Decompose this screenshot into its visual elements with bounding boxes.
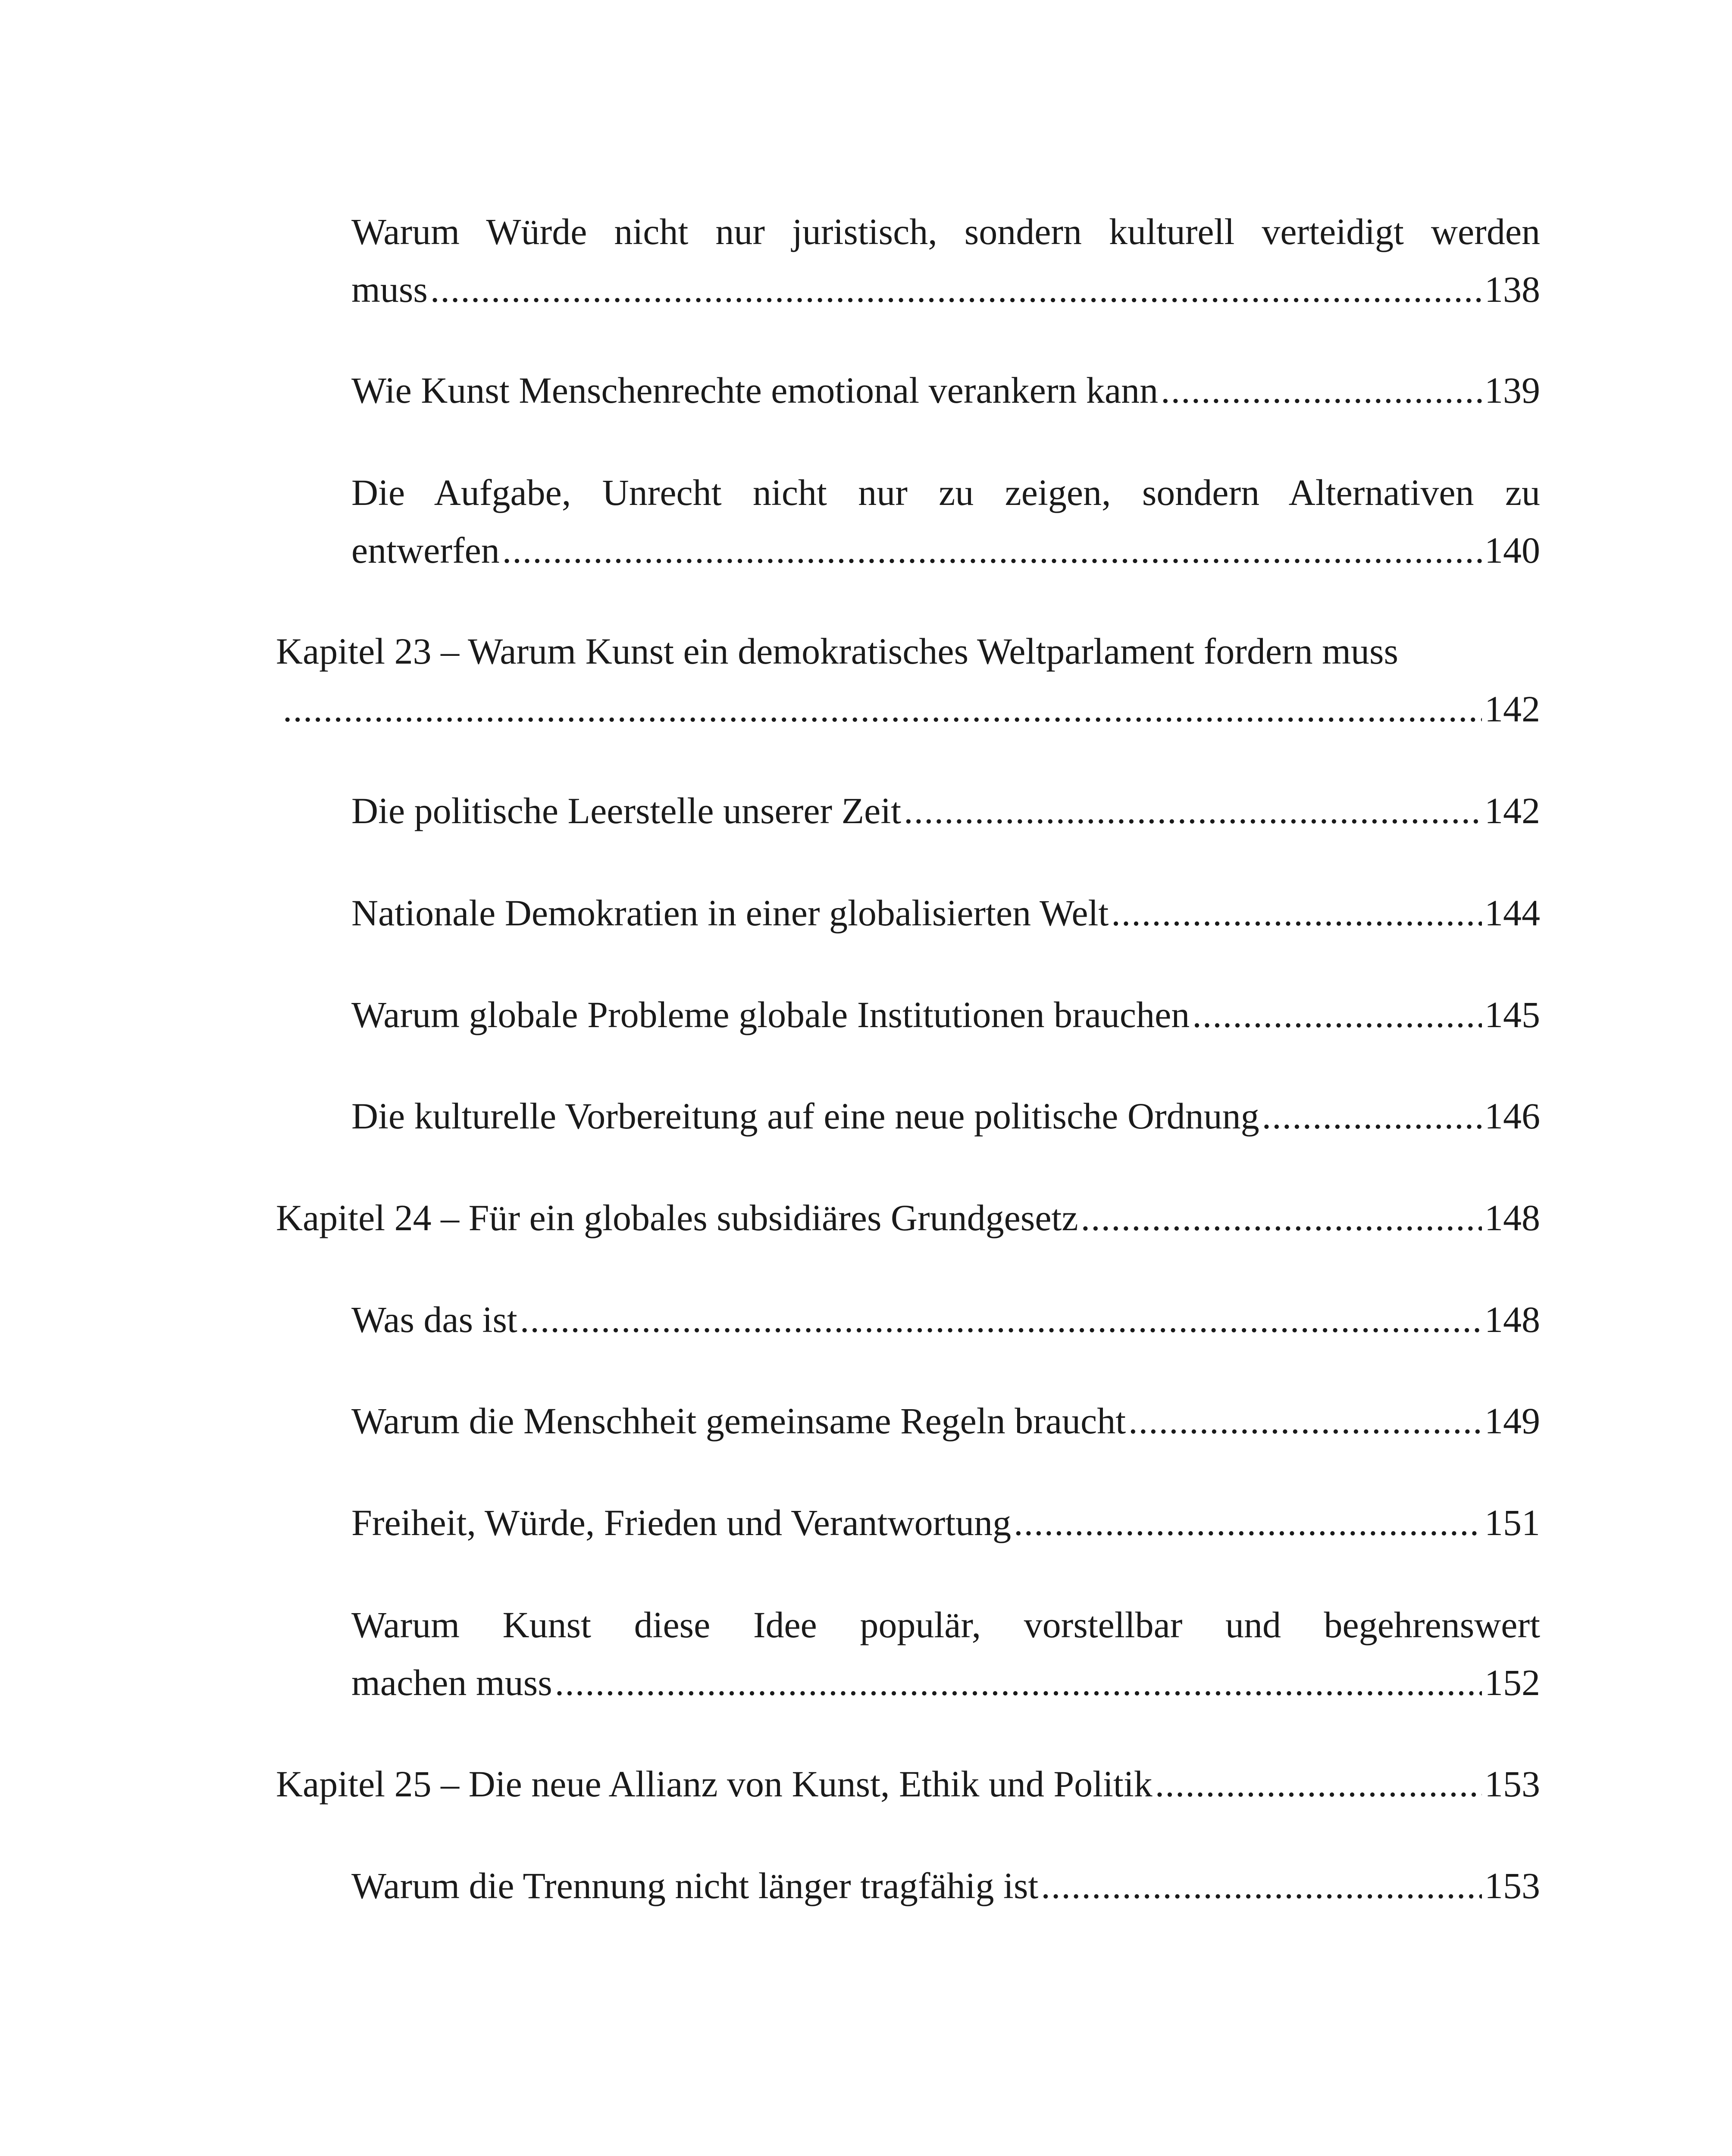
toc-entry-leader-line — [276, 1189, 1540, 1247]
dot-leader — [1128, 1392, 1482, 1450]
dot-leader — [430, 260, 1482, 318]
toc-chapter-entry[interactable] — [276, 622, 1540, 738]
toc-entry-title-line: Kapitel 23 – Warum Kunst ein demokratisches Weltparlament fordern muss — [276, 630, 1398, 672]
toc-entry-leader-line — [351, 361, 1540, 419]
toc-entry-title: Kapitel 25 – Die neue Allianz von Kunst, Ethik und Politik — [276, 1763, 1153, 1805]
toc-entry-leader-line — [351, 260, 1540, 318]
toc-entry[interactable] — [351, 782, 1540, 840]
toc-entry-title: entwerfen — [351, 530, 500, 571]
toc-entry-title-line: Warum Würde nicht nur juristisch, sondern kulturell verteidigt werden — [351, 211, 1540, 252]
toc-page-number: 148 — [1485, 1197, 1540, 1238]
toc-entry[interactable] — [351, 1291, 1540, 1348]
toc-page-number: 152 — [1485, 1662, 1540, 1703]
toc-entry-leader-line — [276, 680, 1540, 738]
toc-entry[interactable] — [351, 884, 1540, 942]
toc-entry[interactable] — [351, 986, 1540, 1044]
toc-entry[interactable] — [351, 1857, 1540, 1915]
dot-leader — [1262, 1087, 1482, 1145]
toc-entry-title: Kapitel 24 – Für ein globales subsidiäres Grundgesetz — [276, 1197, 1078, 1238]
dot-leader — [1081, 1189, 1482, 1247]
toc-entry-title: Die politische Leerstelle unserer Zeit — [351, 790, 902, 831]
toc-entry[interactable] — [351, 1392, 1540, 1450]
toc-page-number: 149 — [1485, 1400, 1540, 1442]
toc-chapter-entry[interactable] — [276, 1755, 1540, 1813]
toc-entry-title: Wie Kunst Menschenrechte emotional verankern kann — [351, 370, 1159, 411]
toc-entry-leader-line — [351, 1291, 1540, 1348]
toc-entry-title: Die kulturelle Vorbereitung auf eine neue politische Ordnung — [351, 1095, 1259, 1137]
toc-page-number: 142 — [1485, 790, 1540, 831]
dot-leader — [1161, 361, 1482, 419]
dot-leader — [555, 1654, 1482, 1711]
toc-entry-leader-line — [351, 1494, 1540, 1551]
dot-leader — [1155, 1755, 1482, 1813]
toc-entry-leader-line — [351, 1087, 1540, 1145]
toc-page-number: 151 — [1485, 1502, 1540, 1543]
toc-entry-leader-line — [351, 1392, 1540, 1450]
toc-entry-title: muss — [351, 269, 428, 310]
toc-page-number: 153 — [1485, 1763, 1540, 1805]
toc-chapter-entry[interactable] — [276, 1189, 1540, 1247]
dot-leader — [1111, 884, 1482, 942]
toc-page-number: 144 — [1485, 892, 1540, 934]
dot-leader — [1041, 1857, 1482, 1915]
dot-leader — [520, 1291, 1482, 1348]
toc-entry-title: Warum die Menschheit gemeinsame Regeln braucht — [351, 1400, 1126, 1442]
toc-entry-title: Nationale Demokratien in einer globalisierten Welt — [351, 892, 1109, 934]
dot-leader — [1014, 1494, 1482, 1551]
dot-leader — [904, 782, 1482, 840]
toc-page-number: 146 — [1485, 1095, 1540, 1137]
dot-leader — [502, 521, 1482, 579]
toc-entry-leader-line — [276, 1755, 1540, 1813]
toc-entry-title-line: Die Aufgabe, Unrecht nicht nur zu zeigen, sondern Alternativen zu — [351, 472, 1540, 513]
toc-entry-leader-line — [351, 986, 1540, 1044]
toc-entry-leader-line — [351, 1857, 1540, 1915]
toc-entry-leader-line — [351, 782, 1540, 840]
toc-page-number: 142 — [1485, 688, 1540, 730]
toc-page-number: 153 — [1485, 1865, 1540, 1906]
toc-entry-title: Freiheit, Würde, Frieden und Verantwortung — [351, 1502, 1012, 1543]
dot-leader — [1192, 986, 1482, 1044]
toc-page-number: 148 — [1485, 1299, 1540, 1340]
toc-entry[interactable] — [351, 361, 1540, 419]
toc-entry-leader-line — [351, 521, 1540, 579]
toc-entry-title: Warum globale Probleme globale Institutionen brauchen — [351, 994, 1190, 1035]
toc-page-number: 140 — [1485, 530, 1540, 571]
toc-entry[interactable] — [351, 203, 1540, 318]
toc-entry[interactable] — [351, 1494, 1540, 1551]
toc-entry-title: Warum die Trennung nicht länger tragfähig ist — [351, 1865, 1039, 1906]
toc-entry-title: machen muss — [351, 1662, 552, 1703]
toc-entry-leader-line — [351, 1654, 1540, 1711]
toc-page-number: 145 — [1485, 994, 1540, 1035]
toc-entry[interactable] — [351, 464, 1540, 579]
toc-entry[interactable] — [351, 1087, 1540, 1145]
toc-page-number: 139 — [1485, 370, 1540, 411]
toc-entry-leader-line — [351, 884, 1540, 942]
toc-entry[interactable] — [351, 1596, 1540, 1711]
toc-entry-title: Was das ist — [351, 1299, 517, 1340]
toc-entry-title-line: Warum Kunst diese Idee populär, vorstellbar und begehrenswert — [351, 1604, 1540, 1645]
dot-leader — [283, 680, 1482, 738]
toc-page-number: 138 — [1485, 269, 1540, 310]
